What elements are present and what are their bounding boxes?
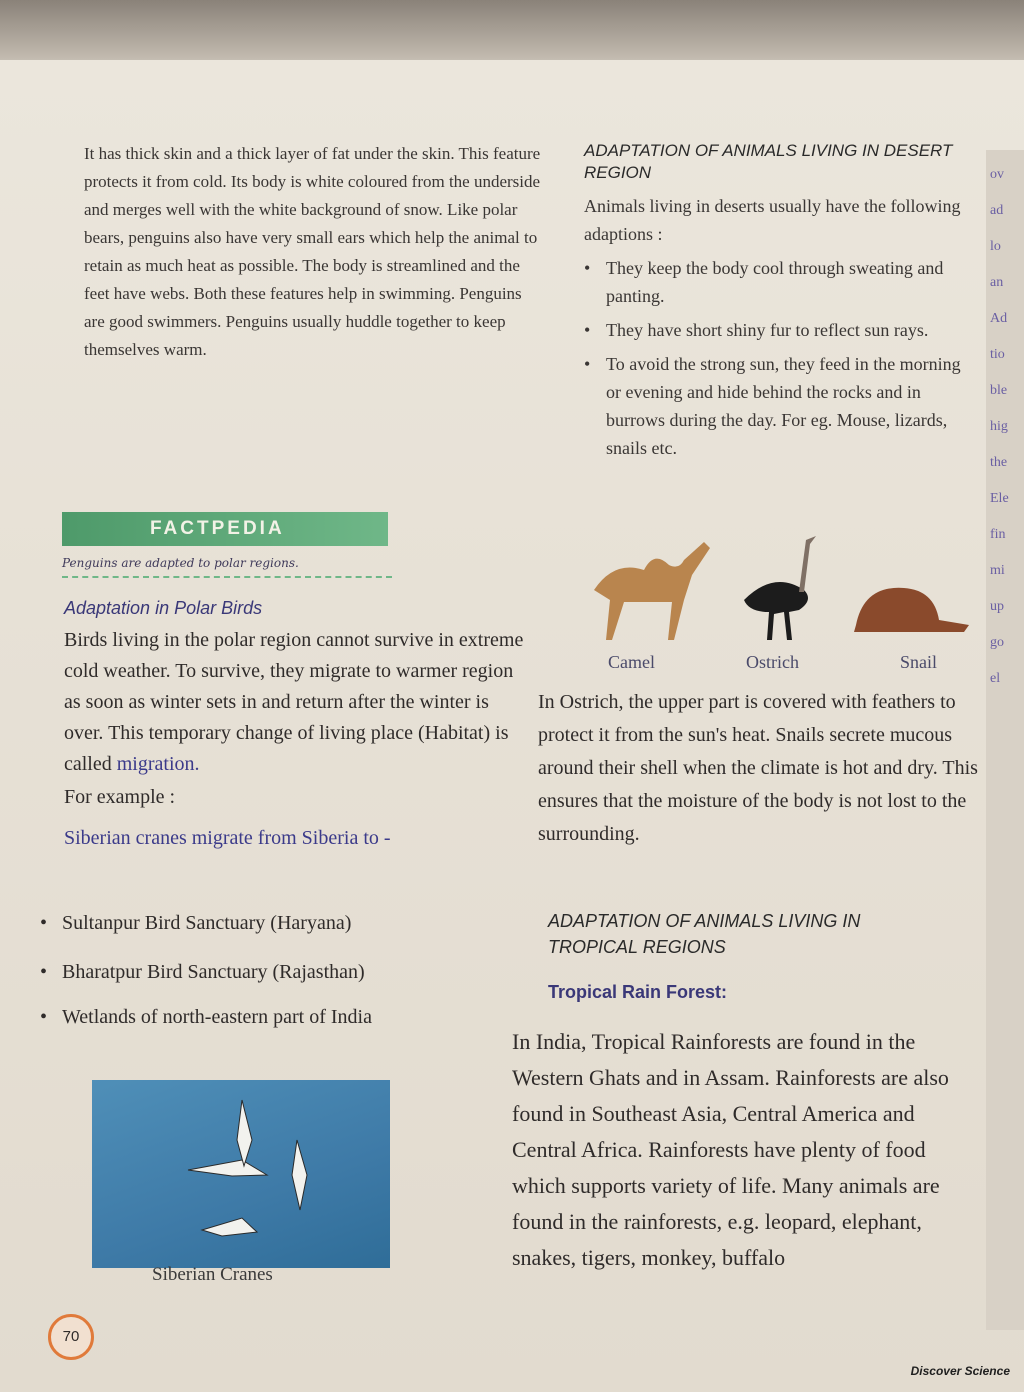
for-example-label: For example : — [64, 786, 176, 808]
migration-term: migration. — [116, 753, 200, 775]
siberian-line: Siberian cranes migrate from Siberia to - — [64, 827, 391, 849]
tropical-section — [548, 908, 978, 1003]
camel-label: Camel — [608, 652, 655, 672]
ostrich-paragraph: In Ostrich, the upper part is covered with feathers to protect it from the sun's heat. Snails secrete mucous around their shell when the climate is hot and dry. This ensures that the moisture of the body is not lost to the surrounding. — [538, 691, 978, 845]
desert-heading: ADAPTATION OF ANIMALS LIVING IN DESERT REGION — [584, 141, 953, 182]
desert-section — [584, 140, 969, 462]
ostrich-label: Ostrich — [746, 652, 799, 672]
desert-animals-illustration — [584, 530, 984, 650]
left-column — [84, 140, 544, 364]
list-item: • They have short shiny fur to reflect sun rays. — [584, 316, 969, 344]
polar-birds-section — [64, 598, 524, 854]
siberian-cranes-caption: Siberian Cranes — [152, 1264, 273, 1285]
camel-icon — [594, 542, 710, 640]
siberian-cranes-photo — [92, 1080, 390, 1268]
rainforest-paragraph: In India, Tropical Rainforests are found in the Western Ghats and in Assam. Rainforests are also found in Southeast Asia, Central America and Central Africa. Rainforests have plenty of food which supports variety of life. Many animals are found in the rainforests, e.g. leopard, elephant, snakes, tigers, monkey, buffalo — [512, 1029, 949, 1270]
desert-intro: Animals living in deserts usually have the following adaptions : — [584, 196, 961, 244]
list-item: • They keep the body cool through sweating and panting. — [584, 254, 969, 310]
migration-paragraph — [64, 625, 524, 780]
cranes-illustration — [92, 1080, 390, 1268]
rainforest-heading: Tropical Rain Forest: — [548, 982, 728, 1002]
factpedia-note: Penguins are adapted to polar regions. — [62, 556, 392, 578]
ostrich-icon — [744, 536, 816, 640]
snail-label: Snail — [900, 652, 938, 672]
snail-icon — [854, 588, 969, 632]
page-number: 70 — [48, 1314, 94, 1360]
migration-text: Birds living in the polar region cannot survive in extreme cold weather. To survive, they migrate to warmer region as soon as winter sets in and return after the winter is over. This temporary change of living place (Habitat) is called — [64, 629, 524, 775]
polar-birds-heading: Adaptation in Polar Birds — [64, 598, 263, 618]
list-item: • Wetlands of north-eastern part of India — [40, 1002, 510, 1033]
rainforest-text — [512, 1024, 982, 1276]
list-item: • Bharatpur Bird Sanctuary (Rajasthan) — [40, 957, 510, 988]
list-item: • To avoid the strong sun, they feed in the morning or evening and hide behind the rocks and in burrows during the day. For eg. Mouse, lizards, snails etc. — [584, 350, 969, 462]
sanctuary-list — [40, 908, 510, 1033]
footer-brand: Discover Science — [910, 1364, 1010, 1378]
list-item: • Sultanpur Bird Sanctuary (Haryana) — [40, 908, 510, 939]
tropical-heading: ADAPTATION OF ANIMALS LIVING IN TROPICAL REGIONS — [548, 911, 861, 957]
ostrich-snail-text — [538, 686, 978, 851]
penguin-paragraph: It has thick skin and a thick layer of fat under the skin. This feature protects it from cold. Its body is white coloured from the underside and merges well with the white background of snow. Like polar bears, penguins also have very small ears which help the animal to retain as much heat as possible. The body is streamlined and the feet have webs. Both these features help in swimming. Penguins are good swimmers. Penguins usually huddle together to keep themselves warm. — [84, 144, 541, 359]
desert-animals — [584, 530, 984, 680]
factpedia-banner: FACTPEDIA — [62, 512, 388, 546]
next-page-edge: ov ad lo an Ad tio ble hig the Ele fin mi up go el — [986, 150, 1024, 1330]
